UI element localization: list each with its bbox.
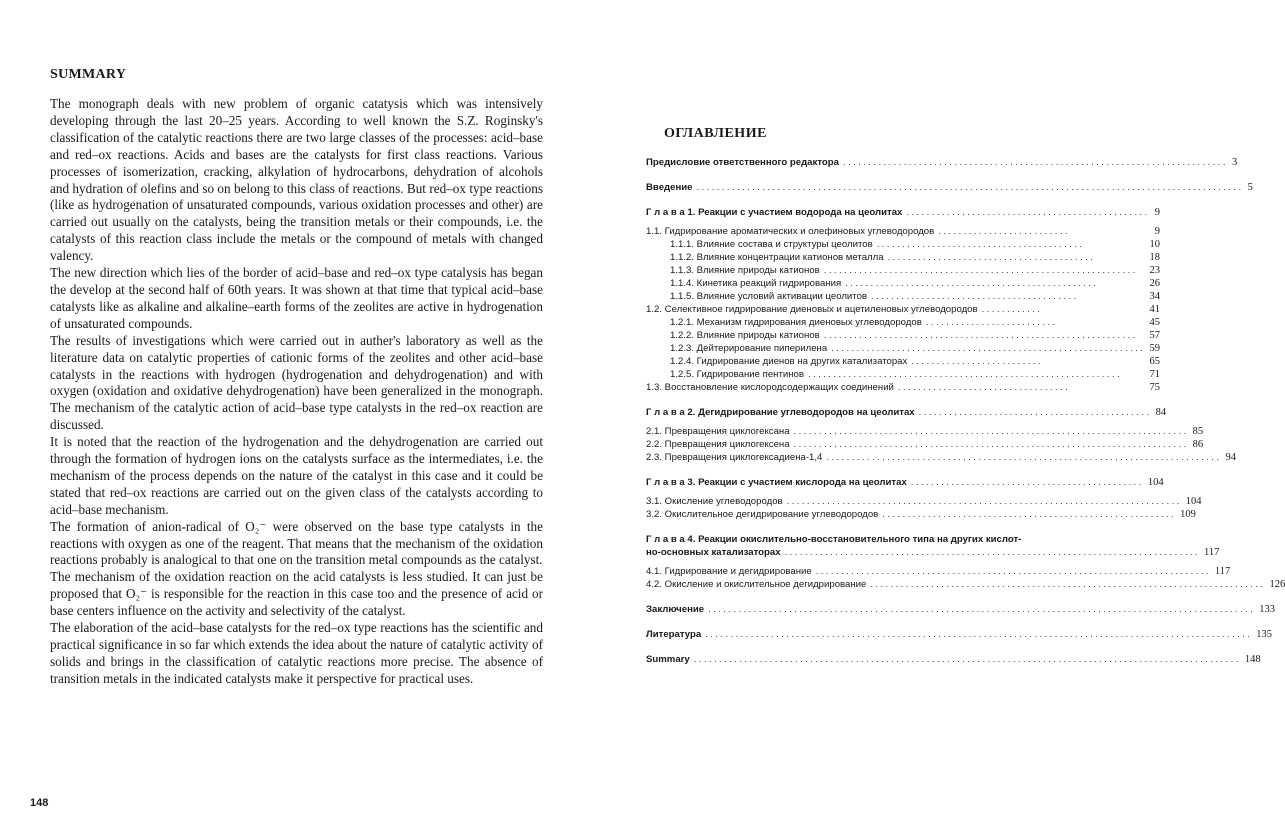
toc-entry-page: 9 (1154, 207, 1160, 218)
toc-entry-label: 1.1.2. Влияние концентрации катионов металла (670, 252, 884, 263)
toc-entry-page: 41 (1149, 304, 1160, 315)
summary-paragraph: The formation of anion-radical of O₂⁻ were observed on the base type catalysts in the reactions with oxygen as one of the reagent. That means that the mechanism of the oxidation reactions probably is analogical to that one on the transition metal compounds as the catalyst. (50, 518, 543, 568)
right-page (600, 0, 1285, 833)
toc-entry-page: 23 (1149, 265, 1160, 276)
toc-leader-dots: ......................................... (871, 291, 1079, 302)
toc-entry-preface (646, 157, 1238, 170)
toc-entry-label: Summary (646, 654, 690, 665)
toc-entry-section (646, 382, 1160, 395)
left-page (0, 0, 600, 833)
toc-entry-section (646, 304, 1160, 317)
toc-entry-subsection (646, 330, 1160, 343)
toc-leader-dots: .............................................................................. (870, 579, 1266, 590)
toc-entry-label: 1.2.4. Гидрирование диенов на других катализаторах (670, 356, 908, 367)
toc-entry-section (646, 566, 1231, 579)
toc-entry-page: 71 (1149, 369, 1160, 380)
toc-leader-dots: .............................................................................. (793, 426, 1189, 437)
toc-entry-label: 3.1. Окисление углеводородов (646, 496, 783, 507)
page-number: 148 (30, 797, 49, 809)
toc-leader-dots: .............................................................. (831, 343, 1146, 354)
toc-entry-label: Литература (646, 629, 702, 640)
toc-entry-subsection (646, 265, 1160, 278)
toc-entry-page: 117 (1214, 566, 1231, 577)
toc-leader-dots: ............................................................................ (842, 157, 1228, 168)
toc-entry-subsection (646, 356, 1160, 369)
toc-entry-label: 1.1.1. Влияние состава и структуры цеолитов (670, 239, 873, 250)
toc-entry-label: 1.2.3. Дейтерирование пиперилена (670, 343, 828, 354)
toc-leader-dots: ............................................................................................................ (708, 604, 1256, 615)
toc-entry-conclusion (646, 604, 1275, 617)
toc-entry-page: 10 (1149, 239, 1160, 250)
summary-body (50, 96, 543, 688)
toc-entry-page: 133 (1259, 604, 1275, 615)
toc-entry-label: 1.1.5. Влияние условий активации цеолитов (670, 291, 868, 302)
toc-leader-dots: .............................................. (910, 477, 1144, 488)
toc-entry-page: 85 (1192, 426, 1204, 437)
toc-leader-dots: .............................................................................. (786, 496, 1182, 507)
toc-leader-dots: ............................................................................................................ (705, 629, 1253, 640)
toc-entry-page: 26 (1149, 278, 1160, 289)
toc-entry-label: 1.1.3. Влияние природы катионов (670, 265, 820, 276)
toc-entry-page: 117 (1203, 547, 1220, 558)
toc-entry-page: 3 (1231, 157, 1238, 168)
toc-leader-dots: .............................................................................. (793, 439, 1189, 450)
summary-paragraph: The monograph deals with new problem of organic catatysis which was intensively developing through the last 20–25 years. According to well known the S.Z. Roginsky's classification of the catalytic reactions there are two large classes of the processes: acid–base and red–ox reactions. Acids and bases are the catalysts for first class reactions. Various processes of isomerization, cracking, alkylation of hydrocarbons, dehydration of alcohols and hydration of olefins and so on belong to this class of reactions. But red–ox type reactions (like as hydrogenation of unsaturated compounds, various oxidation processes and other) are carried out usually on the catalysts, being the transition metals or their compounds, i.e. the catalysts of this reaction class include the metals or the compound of metals with changed valency. (50, 96, 543, 264)
toc-entry-label: Предисловие ответственного редактора (646, 157, 839, 168)
summary-paragraph: The new direction which lies of the border of acid–base and red–ox type catalysis has began the develop at the second half of 60th years. It was shown at that time that typical acid–base catalysts like as alkaline and alkaline–earth forms of the zeolites are active in hydrogenation of unsaturated compounds. (50, 265, 543, 331)
toc-title: ОГЛАВЛЕНИЕ (664, 126, 767, 141)
toc-entry-label: Г л а в а 4. Реакции окислительно-восстановительного типа на других кислот- (646, 534, 1022, 545)
toc-leader-dots: .................................................................................. (784, 547, 1200, 558)
toc-entry-chapter-1 (646, 207, 1160, 220)
toc-entry-subsection (646, 291, 1160, 304)
toc-leader-dots: .............................................................. (823, 265, 1138, 276)
toc-entry-page: 34 (1149, 291, 1160, 302)
toc-entry-subsection (646, 369, 1160, 382)
toc-entry-introduction (646, 182, 1253, 195)
toc-leader-dots: .............................................................................. (815, 566, 1211, 577)
toc-leader-dots: .................................. (897, 382, 1071, 393)
toc-entry-page: 109 (1180, 509, 1196, 520)
toc-leader-dots: .......................... (911, 356, 1043, 367)
toc-entry-page: 104 (1147, 477, 1164, 488)
toc-entry-label: 1.1. Гидрирование ароматических и олефиновых углеводородов (646, 226, 935, 237)
toc-entry-page: 45 (1149, 317, 1160, 328)
toc-leader-dots: ................................................ (906, 207, 1150, 218)
toc-leader-dots: .......................... (938, 226, 1070, 237)
toc-entry-section (646, 439, 1204, 452)
toc-entry-chapter-2 (646, 407, 1167, 420)
toc-leader-dots: .............................................................. (807, 369, 1123, 380)
table-of-contents (646, 157, 1285, 667)
toc-entry-label: 1.1.4. Кинетика реакций гидрирования (670, 278, 842, 289)
toc-entry-chapter-3 (646, 477, 1164, 490)
toc-entry-label: 2.3. Превращения циклогексадиена-1,4 (646, 452, 823, 463)
toc-entry-page: 18 (1149, 252, 1160, 263)
toc-entry-section (646, 426, 1204, 439)
toc-entry-page: 57 (1149, 330, 1160, 341)
toc-entry-label: 2.1. Превращения циклогексана (646, 426, 790, 437)
toc-entry-page: 86 (1192, 439, 1204, 450)
toc-entry-chapter-4-cont (646, 547, 1220, 560)
toc-leader-dots: .............................................................. (823, 330, 1138, 341)
toc-entry-label: Г л а в а 1. Реакции с участием водорода на цеолитах (646, 207, 903, 218)
toc-entry-section (646, 452, 1236, 465)
toc-entry-page: 9 (1154, 226, 1160, 237)
toc-entry-label: 1.2. Селективное гидрирование диеновых и ацетиленовых углеводородов (646, 304, 978, 315)
toc-leader-dots: .......................................................... (882, 509, 1177, 520)
toc-leader-dots: .................................................. (845, 278, 1099, 289)
toc-leader-dots: ......................................... (887, 252, 1096, 263)
toc-entry-subsection (646, 239, 1160, 252)
toc-entry-page: 5 (1247, 182, 1253, 193)
toc-entry-chapter-4 (646, 534, 1160, 547)
toc-leader-dots: .......................... (925, 317, 1058, 328)
toc-entry-page: 84 (1155, 407, 1167, 418)
toc-entry-label: 1.2.5. Гидрирование пентинов (670, 369, 804, 380)
toc-entry-subsection (646, 252, 1160, 265)
toc-entry-literature (646, 629, 1273, 642)
toc-leader-dots: ......................................... (876, 239, 1085, 250)
summary-paragraph: The results of investigations which were carried out in auther's laboratory as well as the literature data on catalytic properties of cationic forms of the zeolites and other acid–base catalysts in the reactions with hydrogen (hydrogenation and dehydrogenation) and with oxygen (oxidation and oxidative dehydrogenation) have been generalized in the monograph. The mechanism of the catalytic action of acid–base type catalysts in the red–ox reaction are discussed. (50, 332, 543, 433)
toc-entry-section (646, 226, 1160, 239)
toc-entry-label: Заключение (646, 604, 705, 615)
toc-entry-section (646, 509, 1196, 522)
toc-entry-subsection (646, 278, 1160, 291)
toc-entry-subsection (646, 317, 1160, 330)
toc-entry-label: 4.2. Окисление и окислительное дегидрирование (646, 579, 867, 590)
toc-entry-label: Г л а в а 3. Реакции с участием кислорода на цеолитах (646, 477, 907, 488)
toc-entry-page: 104 (1185, 496, 1202, 507)
toc-entry-page: 65 (1149, 356, 1160, 367)
summary-paragraph: The elaboration of the acid–base catalysts for the red–ox type reactions has the scientific and practical significance in so far which extends the idea about the nature of catalytic activity of solids and brings in the classification of catalytic reactions more precise. The absence of transition metals in the indicated catalysts make it perspective for practical uses. (50, 620, 543, 686)
toc-leader-dots: .............................................. (918, 407, 1152, 418)
toc-entry-page: 148 (1244, 654, 1261, 665)
toc-entry-page: 94 (1225, 452, 1236, 463)
toc-entry-page: 135 (1256, 629, 1273, 640)
toc-entry-page: 126 (1269, 579, 1285, 590)
toc-leader-dots: ............ (981, 304, 1043, 315)
toc-entry-label: Введение (646, 182, 693, 193)
toc-leader-dots: ............................................................................................................ (696, 182, 1244, 193)
toc-entry-label: 4.1. Гидрирование и дегидрирование (646, 566, 812, 577)
toc-entry-label: 1.3. Восстановление кислородсодержащих соединений (646, 382, 894, 393)
summary-title: SUMMARY (50, 67, 127, 82)
toc-entry-subsection (646, 343, 1160, 356)
summary-paragraph: It is noted that the reaction of the hydrogenation and the dehydrogenation are carried out through the formation of hydrogen ions on the catalysts surface as the intermediates, i.e. the mechanism of the process depends on the nature of the catalyst in this case and it could be stated that red–ox reactions are carried out on the given class of the catalysts according to acid–base mechanism. (50, 434, 543, 517)
toc-entry-page: 59 (1149, 343, 1160, 354)
toc-entry-summary (646, 654, 1261, 667)
toc-leader-dots: .............................................................................. (826, 452, 1222, 463)
summary-paragraph: The mechanism of the oxidation reaction on the acid catalysts is less studied. It can just be proposed that O₂⁻ is responsible for the reaction in this case too and the presence of acid or base centers influence on the activity and selectivity of the catalyst. (50, 569, 543, 619)
toc-entry-label: но-основных катализаторах (646, 547, 781, 558)
toc-entry-label: Г л а в а 2. Дегидрирование углеводородов на цеолитах (646, 407, 915, 418)
toc-leader-dots: ............................................................................................................ (693, 654, 1241, 665)
toc-entry-label: 1.2.1. Механизм гидрирования диеновых углеводородов (670, 317, 922, 328)
toc-entry-page: 75 (1149, 382, 1160, 393)
toc-entry-label: 1.2.2. Влияние природы катионов (670, 330, 820, 341)
toc-entry-section (646, 579, 1285, 592)
toc-entry-section (646, 496, 1202, 509)
toc-entry-label: 3.2. Окислительное дегидрирование углеводородов (646, 509, 879, 520)
toc-entry-label: 2.2. Превращения циклогексена (646, 439, 790, 450)
